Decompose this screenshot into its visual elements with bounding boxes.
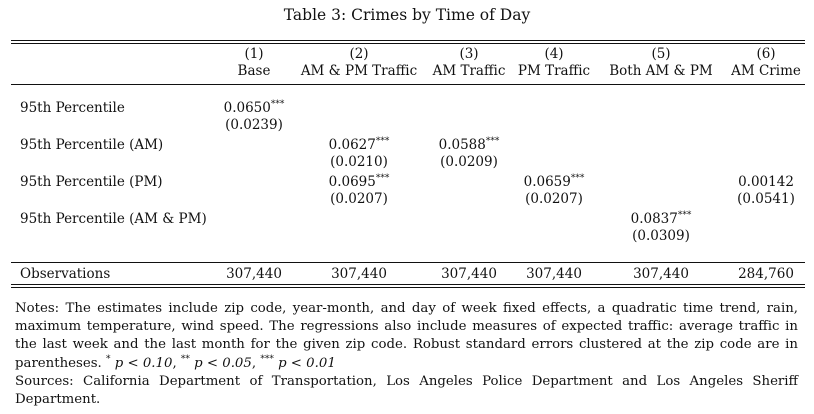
sig-stars-1: *	[105, 354, 111, 365]
table-cell	[304, 174, 414, 208]
column-number: (1)	[244, 46, 264, 62]
column-name: PM Traffic	[517, 63, 591, 79]
coefficient	[711, 174, 814, 191]
sig-stars-3: ***	[260, 354, 274, 365]
column-header	[591, 46, 731, 80]
standard-error: (0.0309)	[632, 228, 690, 244]
coefficient-value: 0.0650	[223, 100, 271, 116]
coefficient	[199, 100, 309, 117]
table-title: Table 3: Crimes by Time of Day	[283, 6, 531, 24]
column-number: (3)	[459, 46, 479, 62]
observations-value: 307,440	[331, 266, 387, 282]
coefficient-value: 0.0659	[523, 174, 571, 190]
row-label: 95th Percentile (PM)	[20, 174, 163, 190]
observations-value: 307,440	[441, 266, 497, 282]
standard-error: (0.0207)	[525, 191, 583, 207]
standard-error: (0.0541)	[737, 191, 795, 207]
standard-error: (0.0239)	[225, 117, 283, 133]
table-cell	[304, 137, 414, 171]
coefficient	[606, 211, 716, 228]
coefficient	[304, 174, 414, 191]
standard-error: (0.0210)	[330, 154, 388, 170]
column-header	[284, 46, 434, 80]
row-label: 95th Percentile	[20, 100, 125, 116]
sig-text-1: p < 0.10	[114, 355, 173, 371]
column-name: AM & PM Traffic	[300, 63, 418, 79]
table-cell	[606, 211, 716, 245]
observations-value: 307,440	[226, 266, 282, 282]
observations-value: 284,760	[738, 266, 794, 282]
significance-stars: ***	[570, 173, 585, 184]
table-cell	[499, 174, 609, 208]
row-label: 95th Percentile (AM & PM)	[20, 211, 207, 227]
coefficient-value: 0.0627	[328, 137, 376, 153]
column-name: AM Traffic	[432, 63, 506, 79]
top-rule	[11, 40, 805, 41]
significance-stars: ***	[677, 210, 692, 221]
observations-value: 307,440	[633, 266, 689, 282]
notes-text: Notes: The estimates include zip code, year-month, and day of week fixed effects, a quadratic time trend, rain, maximum temperature, wind speed. The regressions also include measures of expected traffic: average traffic in the last week and the last month for the given zip code. Robust standard errors clustered at the zip code are in parentheses.	[15, 301, 798, 371]
observations-bottom-rule	[11, 284, 805, 285]
standard-error: (0.0209)	[440, 154, 498, 170]
sig-text-2: p < 0.05	[194, 355, 252, 371]
coefficient-value: 0.0588	[438, 137, 486, 153]
coefficient	[499, 174, 609, 191]
header-rule	[11, 84, 805, 85]
observations-top-rule	[11, 262, 805, 263]
table-cell	[711, 174, 814, 208]
row-label: 95th Percentile (AM)	[20, 137, 164, 153]
coefficient-value: 0.0695	[328, 174, 376, 190]
standard-error: (0.0207)	[330, 191, 388, 207]
notes-sources: Sources: California Department of Transportation, Los Angeles Police Department and Los Angeles Sheriff Department.	[15, 373, 798, 408]
significance-stars: ***	[375, 136, 390, 147]
significance-levels: * p < 0.10, ** p < 0.05, *** p < 0.01	[105, 354, 336, 371]
column-name: AM Crime	[731, 63, 801, 79]
column-header	[716, 46, 814, 80]
sig-text-3: p < 0.01	[278, 355, 336, 371]
top-rule-2	[11, 43, 805, 44]
coefficient	[414, 137, 524, 154]
significance-stars: ***	[270, 99, 285, 110]
table-cell	[414, 137, 524, 171]
observations-label: Observations	[20, 266, 111, 282]
coefficient-value: 0.0837	[630, 211, 678, 227]
column-name: Base	[237, 63, 271, 79]
significance-stars: ***	[485, 136, 500, 147]
significance-stars: ***	[375, 173, 390, 184]
coefficient-value: 0.00142	[738, 174, 794, 190]
sig-stars-2: **	[180, 354, 190, 365]
column-name: Both AM & PM	[609, 63, 713, 79]
table-notes	[15, 300, 798, 409]
column-number: (5)	[651, 46, 671, 62]
column-number: (6)	[756, 46, 776, 62]
bottom-rule	[11, 287, 805, 288]
column-number: (4)	[544, 46, 564, 62]
coefficient	[304, 137, 414, 154]
table-cell	[199, 100, 309, 134]
observations-value: 307,440	[526, 266, 582, 282]
column-number: (2)	[349, 46, 369, 62]
